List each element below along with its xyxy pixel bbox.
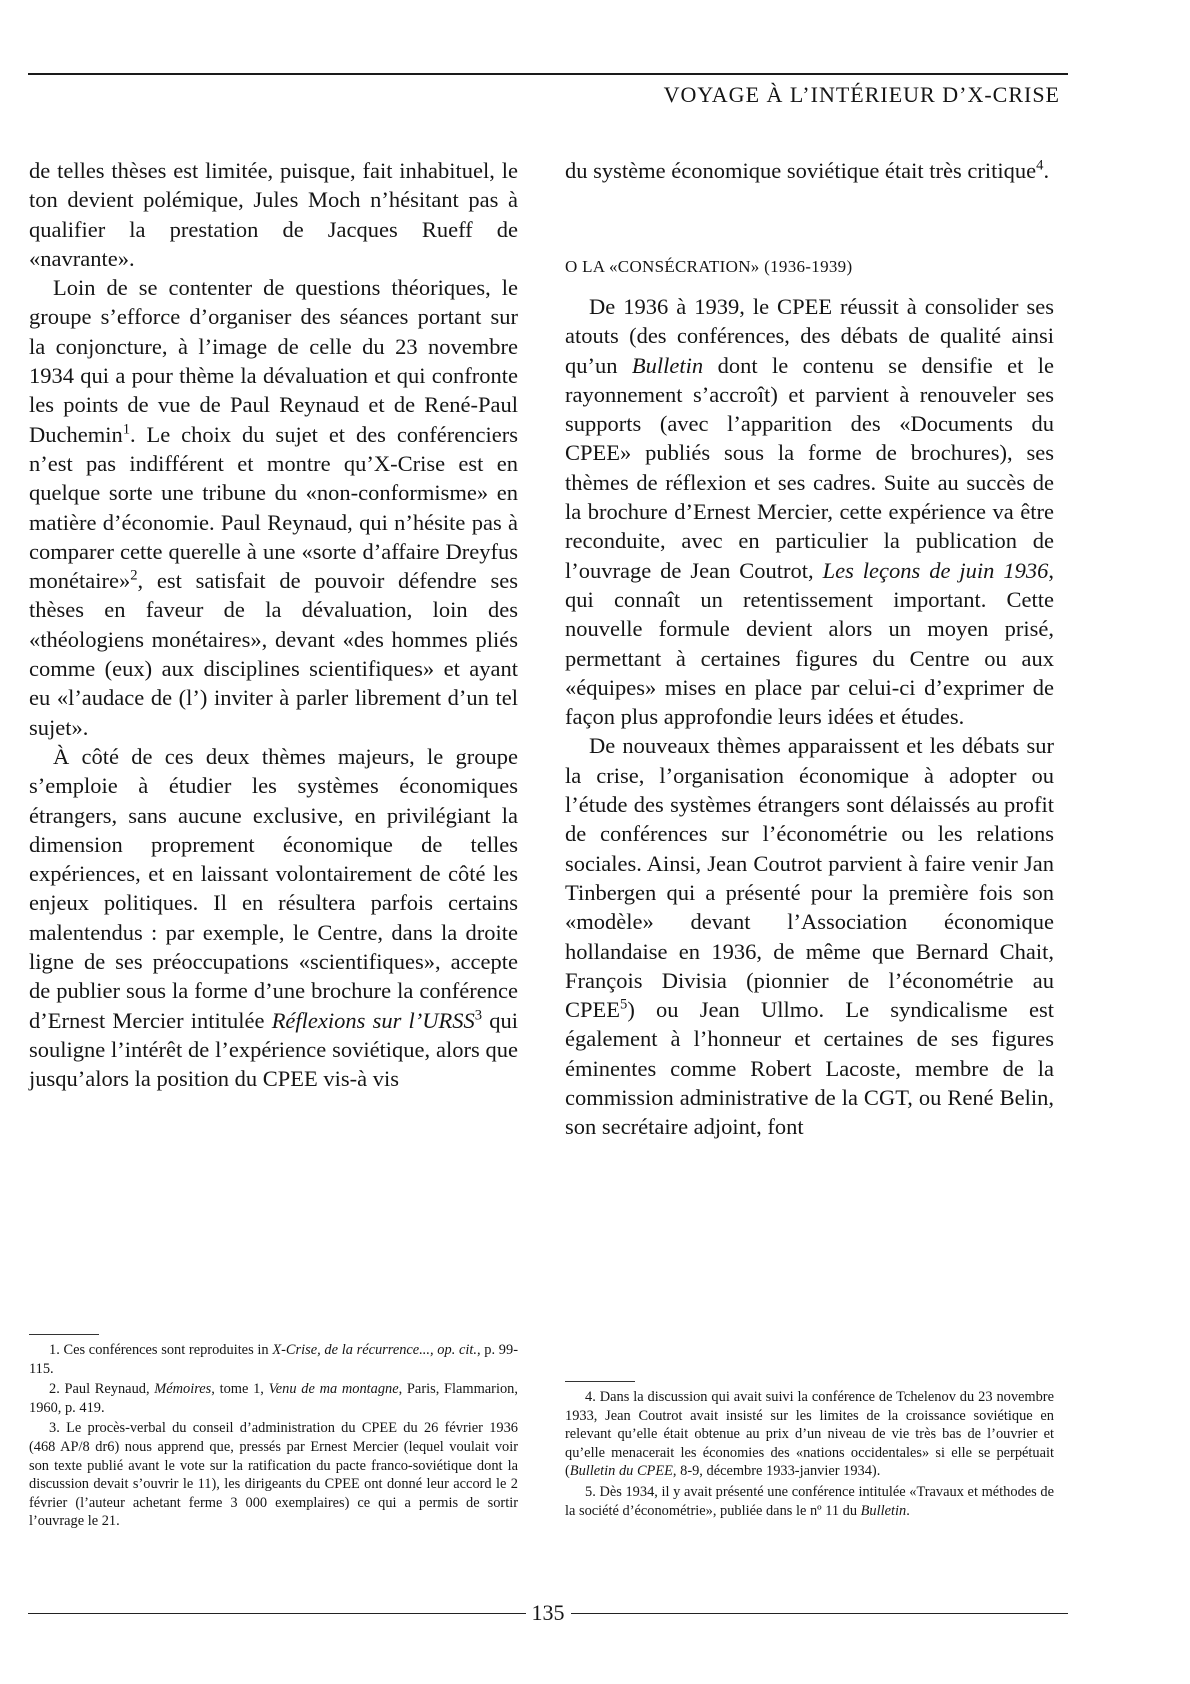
left-column (29, 156, 518, 1094)
paragraph: À côté de ces deux thèmes majeurs, le groupe s’emploie à étudier les systèmes économiques étrangers, sans aucune exclusive, en privilégiant la dimension proprement économique de telles expériences, et en laissant volontairement de côté les enjeux politiques. Il en résultera parfois certains malentendus : par exemple, le Centre, dans la droite ligne de ses préoccupations «scientifiques», accepte de publier sous la forme d’une brochure la conférence d’Ernest Mercier intitulée Réflexions sur l’URSS$^3$ qui souligne l’intérêt de l’expérience soviétique, alors que jusqu’alors la position du CPEE vis-à vis (29, 743, 518, 1092)
footnotes-left (29, 1334, 518, 1533)
paragraph: de telles thèses est limitée, puisque, fait inhabituel, le ton devient polémique, Jules Moch n’hésitant pas à qualifier la prestation de Jacques Rueff de «navrante». (29, 158, 518, 271)
footnote-ref[interactable]: 5 (620, 996, 628, 1013)
footnote-1: 1. Ces conférences sont reproduites in X-Crise, de la récurrence..., op. cit., p. 99-115. (29, 1342, 518, 1377)
footnote-ref[interactable]: 1 (122, 421, 131, 438)
page-footer (28, 1600, 1068, 1626)
footnote-2: 2. Paul Reynaud, Mémoires, tome 1, Venu de ma montagne, Paris, Flammarion, 1960, p. 419. (29, 1381, 518, 1416)
footnote-rule (565, 1381, 635, 1382)
paragraph: De nouveaux thèmes apparaissent et les débats sur la crise, l’organisation économique à adopter ou l’étude des systèmes étrangers sont délaissés au profit de conférences sur l’économétrie ou les relations sociales. Ainsi, Jean Coutrot parvient à faire venir Jan Tinbergen qui a présenté pour la première fois son «modèle» devant l’Association économique hollandaise en 1936, de même que Bernard Chait, François Divisia (pionnier de l’économétrie au CPEE$^5$) ou Jean Ullmo. Le syndicalisme est également à l’honneur et certaines de ses figures éminentes comme Robert Lacoste, membre de la commission administrative de la CGT, ou René Belin, son secrétaire adjoint, font (565, 733, 1054, 1140)
footer-rule-left (28, 1613, 526, 1614)
section-heading: O LA «CONSÉCRATION» (1936-1939) (565, 257, 853, 276)
publication-title: Bulletin (631, 352, 704, 378)
paragraph: De 1936 à 1939, le CPEE réussit à consolider ses atouts (des conférences, des débats de qualité ainsi qu’un Bulletin dont le contenu se densifie et le rayonnement s’accroît) et parvient à renouveler ses supports (avec l’apparition des «Documents du CPEE» publiés sous la forme de brochures), ses thèmes de réflexion et ses cadres. Suite au succès de la brochure d’Ernest Mercier, cette expérience va être reconduite, avec en particulier la publication de l’ouvrage de Jean Coutrot, Les leçons de juin 1936, qui connaît un retentissement important. Cette nouvelle formule devient alors un moyen prisé, permettant à certaines figures du Centre ou aux «équipes» mises en place par celui-ci d’exprimer de façon plus approfondie leurs idées et études. (565, 294, 1055, 730)
footer-rule-right (571, 1613, 1069, 1614)
work-title: Réflexions sur l’URSS (271, 1007, 475, 1033)
right-column-body (565, 292, 1054, 1142)
footnote-4: 4. Dans la discussion qui avait suivi la conférence de Tchelenov du 23 novembre 1933, Jean Coutrot avait insisté sur les limites de la croissance soviétique en relevant qu’elle était obtenue au prix d’un niveau de vie très bas de l’ouvrier et qu’elle menacerait les économies des «nations occidentales» si elle se perpétuait (Bulletin du CPEE, 8-9, décembre 1933-janvier 1934). (565, 1389, 1054, 1480)
page-number: 135 (531, 1600, 565, 1625)
footnote-rule (29, 1334, 99, 1335)
footnote-5: 5. Dès 1934, il y avait présenté une conférence intitulée «Travaux et méthodes de la société d’économétrie», publiée dans le nº 11 du Bulletin. (565, 1483, 1054, 1519)
paragraph: Loin de se contenter de questions théoriques, le groupe s’efforce d’organiser des séances portant sur la conjoncture, à l’image de celle du 23 novembre 1934 qui a pour thème la dévaluation et qui confronte les points de vue de Paul Reynaud et de René-Paul Duchemin$^1$. Le choix du sujet et des conférenciers n’est pas indifférent et montre qu’X-Crise est en quelque sorte une tribune du «non-conformisme» en matière d’économie. Paul Reynaud, qui n’hésite pas à comparer cette querelle à une «sorte d’affaire Dreyfus monétaire»$^2$, est satisfait de pouvoir défendre ses thèses en faveur de la dévaluation, loin des «théologiens monétaires», devant «des hommes pliés comme (eux) aux disciplines scientifiques» et ayant eu «l’audace de (l’) inviter à parler librement d’un tel sujet». (29, 275, 518, 740)
footnote-ref[interactable]: 4 (1036, 157, 1044, 174)
paragraph: du système économique soviétique était très critique$^4$. (565, 157, 1050, 183)
running-head: VOYAGE À L’INTÉRIEUR D’X-CRISE (663, 82, 1060, 107)
footnote-ref[interactable]: 3 (474, 1007, 483, 1024)
footnotes-right (565, 1381, 1054, 1522)
footnote-3: 3. Le procès-verbal du conseil d’administration du CPEE du 26 février 1936 (468 AP/8 dr6) nous apprend que, pressés par Ernest Mercier (lequel voulait voir son texte publié avant le vote sur la ratification du pacte franco-soviétique dont la discussion devait s’ouvrir le 11), les dirigeants du CPEE ont donné leur accord le 2 février (l’auteur achetant ferme 3 000 exemplaires) ce qui a permis de sortir l’ouvrage le 21. (29, 1420, 518, 1530)
right-column (565, 156, 1054, 185)
footnote-ref[interactable]: 2 (130, 567, 138, 584)
header-rule (28, 73, 1068, 75)
work-title: Les leçons de juin 1936 (822, 557, 1049, 583)
